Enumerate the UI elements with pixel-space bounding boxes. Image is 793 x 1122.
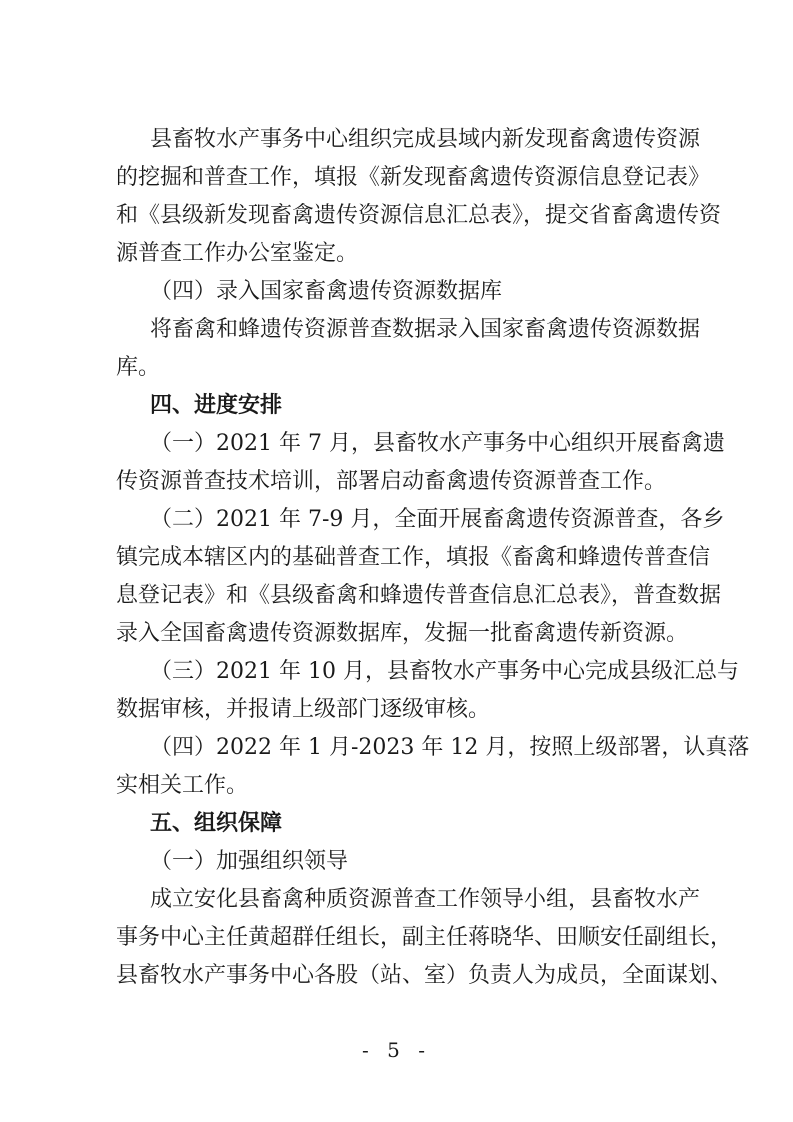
document-body — [116, 121, 750, 995]
section-heading: 五、组织保障 — [150, 811, 283, 836]
text-line: 库。 — [116, 355, 161, 380]
section-heading: 四、进度安排 — [150, 393, 283, 418]
text-line: （四）录入国家畜禽遗传资源数据库 — [150, 279, 503, 304]
text-line: （三）2021 年 10 月，县畜牧水产事务中心完成县级汇总与 — [150, 659, 739, 684]
text-line: （一）2021 年 7 月，县畜牧水产事务中心组织开展畜禽遗 — [150, 431, 725, 456]
text-line: 事务中心主任黄超群任组长，副主任蒋晓华、田顺安任副组长， — [116, 925, 733, 950]
text-line: 录入全国畜禽遗传资源数据库，发掘一批畜禽遗传新资源。 — [116, 621, 689, 646]
text-line: （二）2021 年 7-9 月，全面开展畜禽遗传资源普查，各乡 — [150, 507, 725, 532]
text-line: 将畜禽和蜂遗传资源普查数据录入国家畜禽遗传资源数据 — [150, 317, 701, 342]
page-number: - 5 - — [362, 1038, 431, 1062]
text-line: （一）加强组织领导 — [150, 849, 349, 874]
text-line: 数据审核，并报请上级部门逐级审核。 — [116, 697, 491, 722]
text-line: 源普查工作办公室鉴定。 — [116, 241, 359, 266]
text-line: 息登记表》和《县级畜禽和蜂遗传普查信息汇总表》，普查数据 — [116, 583, 722, 608]
text-line: 镇完成本辖区内的基础普查工作，填报《畜禽和蜂遗传普查信 — [116, 545, 711, 570]
text-line: 传资源普查技术培训，部署启动畜禽遗传资源普查工作。 — [116, 469, 667, 494]
text-line: 成立安化县畜禽种质资源普查工作领导小组，县畜牧水产 — [150, 887, 701, 912]
text-line: 和《县级新发现畜禽遗传资源信息汇总表》，提交省畜禽遗传资 — [116, 203, 722, 228]
text-line: （四）2022 年 1 月-2023 年 12 月，按照上级部署，认真落 — [150, 735, 750, 760]
text-line: 县畜牧水产事务中心各股（站、室）负责人为成员，全面谋划、 — [116, 963, 733, 988]
text-line: 县畜牧水产事务中心组织完成县域内新发现畜禽遗传资源 — [150, 127, 701, 152]
text-line: 实相关工作。 — [116, 773, 249, 798]
text-line: 的挖掘和普查工作，填报《新发现畜禽遗传资源信息登记表》 — [116, 165, 711, 190]
